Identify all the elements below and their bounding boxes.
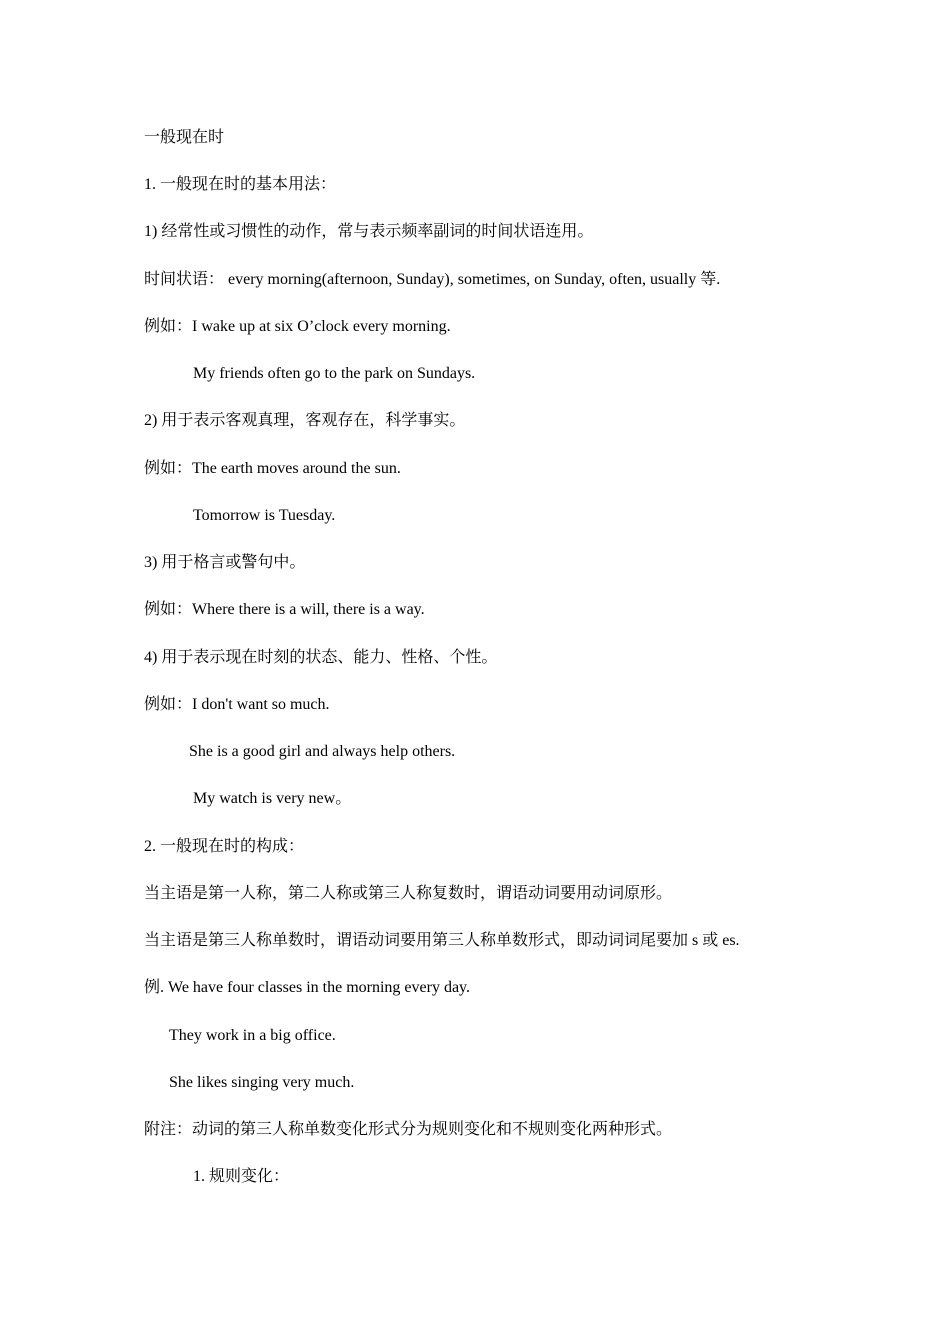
example-2-c: She likes singing very much.: [169, 1074, 355, 1091]
section-1-heading: 1. 一般现在时的基本用法：: [144, 176, 337, 193]
usage-item-1: 1) 经常性或习惯性的动作，常与表示频率副词的时间状语连用。: [144, 223, 594, 240]
example-2a: 例如：The earth moves around the sun.: [144, 460, 401, 477]
example-4c: My watch is very new。: [193, 790, 352, 807]
usage-item-2: 2) 用于表示客观真理，客观存在，科学事实。: [144, 412, 466, 429]
time-adverbials: 时间状语： every morning(afternoon, Sunday), sometimes, on Sunday, often, usually 等.: [144, 271, 721, 288]
formation-rule-2: 当主语是第三人称单数时，谓语动词要用第三人称单数形式，即动词词尾要加 s 或 es.: [144, 932, 740, 949]
formation-rule-1: 当主语是第一人称，第二人称或第三人称复数时，谓语动词要用动词原形。: [144, 885, 673, 902]
appendix-note: 附注：动词的第三人称单数变化形式分为规则变化和不规则变化两种形式。: [144, 1121, 673, 1138]
usage-item-3: 3) 用于格言或警句中。: [144, 554, 306, 571]
example-2b: Tomorrow is Tuesday.: [193, 507, 336, 524]
regular-change-heading: 1. 规则变化：: [193, 1168, 290, 1185]
example-1b: My friends often go to the park on Sundays.: [193, 365, 476, 382]
usage-item-4: 4) 用于表示现在时刻的状态、能力、性格、个性。: [144, 649, 498, 666]
example-4b: She is a good girl and always help others.: [189, 743, 456, 760]
example-1a: 例如：I wake up at six O’clock every morning.: [144, 318, 451, 335]
example-2-a: 例. We have four classes in the morning every day.: [144, 979, 471, 996]
example-2-b: They work in a big office.: [169, 1027, 336, 1044]
document-title: 一般现在时: [144, 129, 225, 146]
example-3a: 例如：Where there is a will, there is a way.: [144, 601, 425, 618]
section-2-heading: 2. 一般现在时的构成：: [144, 838, 305, 855]
example-4a: 例如：I don't want so much.: [144, 696, 330, 713]
